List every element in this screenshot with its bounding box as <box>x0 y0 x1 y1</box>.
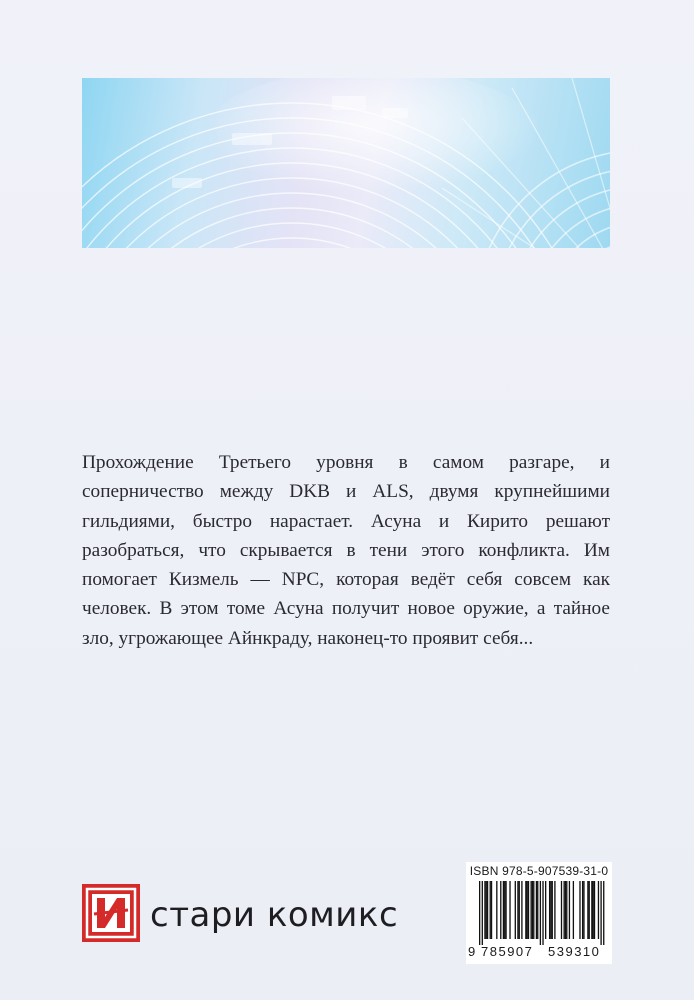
barcode-bar <box>549 881 550 939</box>
barcode-bar <box>552 881 553 939</box>
barcode-bar <box>515 881 516 939</box>
barcode-digits <box>466 944 612 960</box>
barcode-bar <box>566 881 567 939</box>
barcode-bar <box>482 881 483 945</box>
barcode-bar <box>486 881 487 939</box>
barcode-bar <box>484 881 485 939</box>
decorative-banner <box>82 78 610 248</box>
barcode-right-digits: 539310 <box>548 944 601 959</box>
barcode-bar <box>569 881 570 939</box>
barcode-bar <box>530 881 531 939</box>
barcode-bar <box>579 881 580 939</box>
barcode-bar <box>503 881 504 939</box>
barcode-left-digits: 785907 <box>481 944 534 959</box>
publisher-logo <box>82 884 140 942</box>
barcode-bar <box>479 881 480 945</box>
barcode-bar <box>587 881 588 939</box>
isbn-barcode <box>466 862 612 964</box>
barcode-bar <box>519 881 520 939</box>
barcode-bar <box>500 881 501 939</box>
barcode-bar <box>554 881 555 939</box>
back-cover-blurb: Прохождение Третьего уровня в самом разгаре, и соперничество между DKB и ALS, двумя крупнейшими гильдиями, быстро нарастает. Асуна и Кирито решают разобраться, что скрывается в тени этого конфликта. Им помогает Кизмель — NPC, которая ведёт себя совсем как человек. В этом томе Асуна получит новое оружие, а тайное зло, угрожающее Айнкраду, наконец-то проявит себя... <box>82 452 610 649</box>
barcode-bar <box>487 881 488 939</box>
arcs-pattern-icon <box>82 78 610 248</box>
barcode-bar <box>583 881 584 939</box>
publisher-logo-icon <box>82 884 140 942</box>
barcode-bar <box>540 881 541 945</box>
barcode-bar <box>536 881 537 939</box>
barcode-bar <box>598 881 599 939</box>
barcode-bar <box>565 881 566 939</box>
barcode-bar <box>600 881 601 945</box>
isbn-label: ISBN 978-5-907539-31-0 <box>469 864 609 878</box>
barcode-bar <box>525 881 526 939</box>
barcode-bar <box>542 881 543 945</box>
barcode-bar <box>496 881 497 939</box>
barcode-bar <box>573 881 574 939</box>
barcode-bar <box>505 881 506 939</box>
barcode-bar <box>603 881 604 945</box>
barcode-bar <box>532 881 533 939</box>
barcode-bar <box>594 881 595 939</box>
barcode-bar <box>490 881 491 939</box>
barcode-bar <box>593 881 594 939</box>
barcode-bars <box>466 881 612 945</box>
barcode-bar <box>528 881 529 939</box>
barcode-bar <box>504 881 505 939</box>
barcode-bar <box>582 881 583 939</box>
barcode-bar <box>561 881 562 939</box>
barcode-bar <box>591 881 592 939</box>
barcode-bar <box>517 881 518 939</box>
barcode-bar <box>545 881 546 939</box>
barcode-bar <box>563 881 564 939</box>
barcode-bar <box>491 881 492 939</box>
barcode-bar <box>550 881 551 939</box>
barcode-first-digit: 9 <box>468 944 476 959</box>
barcode-bar <box>527 881 528 939</box>
barcode-bar <box>509 881 510 939</box>
publisher-name: стари комикс <box>150 895 399 935</box>
barcode-bar <box>537 881 538 939</box>
barcode-bar <box>533 881 534 939</box>
barcode-bar <box>521 881 522 939</box>
barcode-bar <box>589 881 590 939</box>
